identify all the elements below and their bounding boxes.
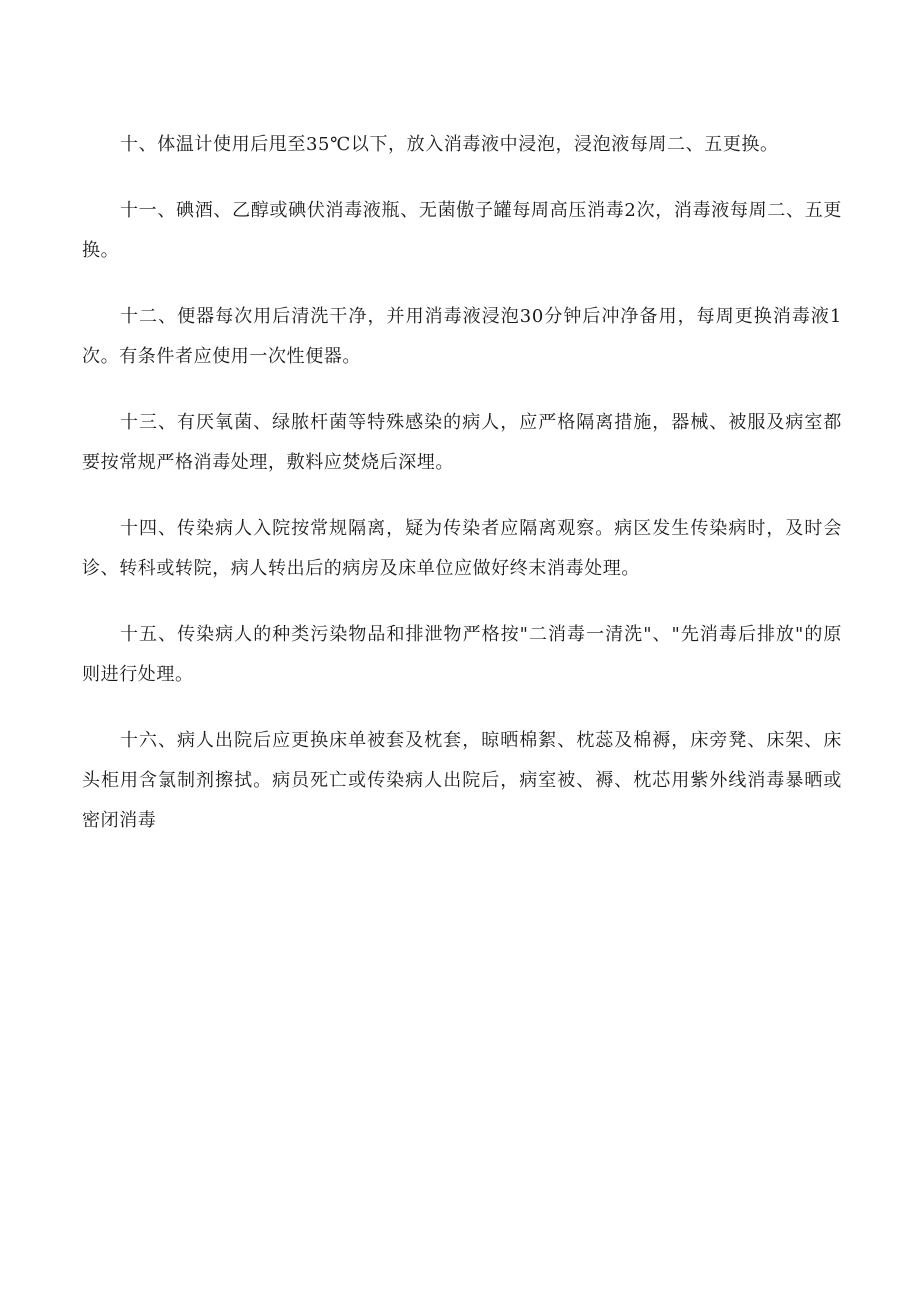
paragraph-14: 十四、传染病人入院按常规隔离，疑为传染者应隔离观察。病区发生传染病时，及时会诊、转科或转院，病人转出后的病房及床单位应做好终末消毒处理。 xyxy=(82,518,842,579)
paragraph-13: 十三、有厌氧菌、绿脓杆菌等特殊感染的病人，应严格隔离措施，器械、被服及病室都要按常规严格消毒处理，敷料应焚烧后深埋。 xyxy=(82,412,842,473)
paragraph-12: 十二、便器每次用后清洗干净，并用消毒液浸泡30分钟后冲净备用，每周更换消毒液1次。有条件者应使用一次性便器。 xyxy=(82,306,842,367)
paragraph-15: 十五、传染病人的种类污染物品和排泄物严格按"二消毒一清洗"、"先消毒后排放"的原则进行处理。 xyxy=(82,624,842,685)
document-body xyxy=(82,125,842,867)
paragraph-10: 十、体温计使用后甩至35℃以下，放入消毒液中浸泡，浸泡液每周二、五更换。 xyxy=(120,134,779,155)
paragraph-11: 十一、碘酒、乙醇或碘伏消毒液瓶、无菌傲子罐每周高压消毒2次，消毒液每周二、五更换。 xyxy=(82,200,842,261)
paragraph-16: 十六、病人出院后应更换床单被套及枕套，晾晒棉絮、枕蕊及棉褥，床旁凳、床架、床头柜用含氯制剂擦拭。病员死亡或传染病人出院后，病室被、褥、枕芯用紫外线消毒暴晒或密闭消毒 xyxy=(82,730,842,831)
